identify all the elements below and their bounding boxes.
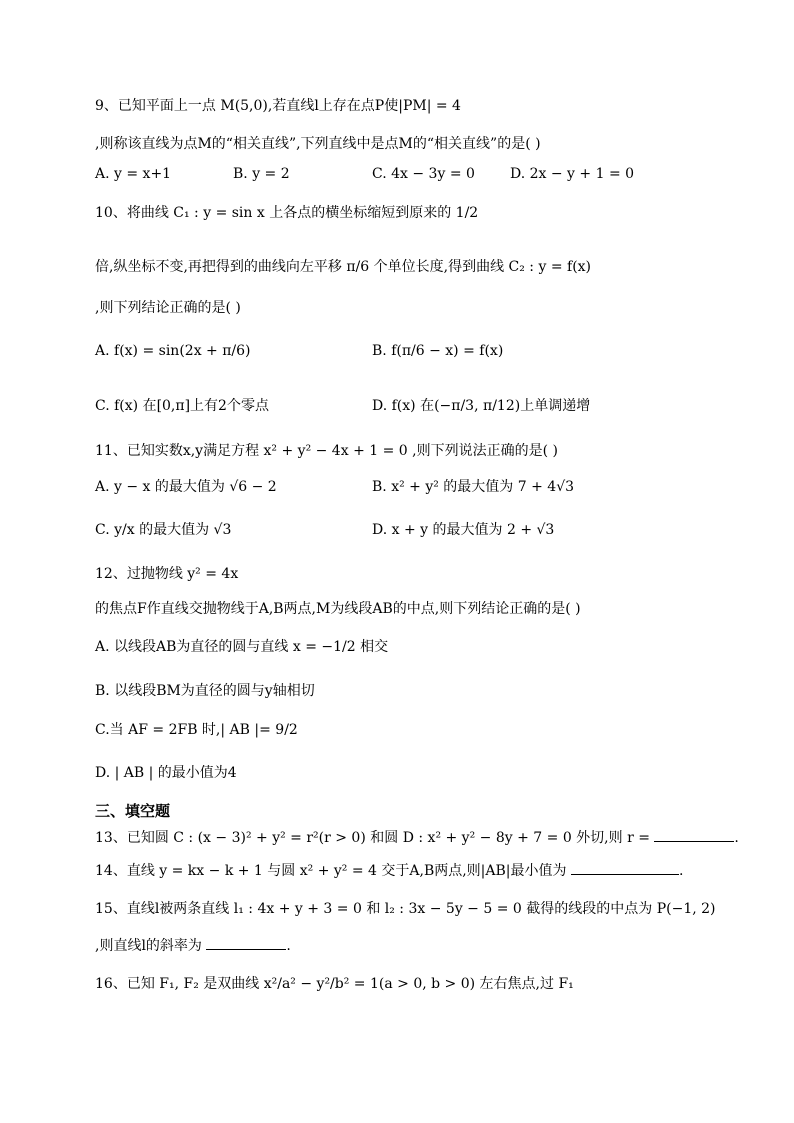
q9-option-b: B. y = 2: [233, 166, 290, 182]
q15-end: .: [286, 938, 291, 954]
q11-option-a: A. y − x 的最大值为 √6 − 2: [95, 479, 277, 495]
q13-end: .: [734, 830, 739, 846]
q10-option-d: D. f(x) 在(−π/3, π/12)上单调递增: [372, 398, 591, 414]
q9-option-a: A. y = x+1: [95, 166, 172, 182]
q10-stem-line2: 倍,纵坐标不变,再把得到的曲线向左平移 π/6 个单位长度,得到曲线 C₂ : y = f(x): [95, 259, 592, 275]
q9-option-d: D. 2x − y + 1 = 0: [510, 166, 635, 182]
q15-stem-line1: 15、直线l被两条直线 l₁ : 4x + y + 3 = 0 和 l₂ : 3x − 5y − 5 = 0 截得的线段的中点为 P(−1, 2): [95, 901, 716, 917]
q12-option-a: A. 以线段AB为直径的圆与直线 x = −1/2 相交: [95, 639, 389, 655]
q10-stem-line1: 10、将曲线 C₁ : y = sin x 上各点的横坐标缩短到原来的 1/2: [95, 205, 479, 221]
q15-answer-blank[interactable]: [206, 935, 286, 950]
q11-option-d: D. x + y 的最大值为 2 + √3: [372, 522, 555, 538]
q14-answer-blank[interactable]: [571, 860, 679, 875]
q14-stem: 14、直线 y = kx − k + 1 与圆 x² + y² = 4 交于A,B两点,则|AB|最小值为: [95, 863, 567, 879]
q13-line: [95, 827, 739, 848]
q10-option-a: A. f(x) = sin(2x + π/6): [95, 343, 251, 359]
q11-option-b: B. x² + y² 的最大值为 7 + 4√3: [372, 479, 575, 495]
q14-end: .: [678, 863, 684, 879]
q15-stem-line2: ,则直线l的斜率为: [95, 938, 202, 954]
q12-option-d: D. | AB | 的最小值为4: [95, 765, 237, 781]
q15-line2: [95, 935, 291, 956]
q9-stem-line1: 9、已知平面上一点 M(5,0),若直线l上存在点P使|PM| = 4: [95, 98, 461, 114]
q10-option-b: B. f(π/6 − x) = f(x): [372, 343, 504, 359]
q11-option-c: C. y/x 的最大值为 √3: [95, 522, 232, 538]
q12-option-b: B. 以线段BM为直径的圆与y轴相切: [95, 683, 315, 699]
q12-stem-line1: 12、过抛物线 y² = 4x: [95, 566, 239, 582]
section-title-fill-blank: 三、填空题: [95, 802, 171, 820]
q12-option-c: C.当 AF = 2FB 时,| AB |= 9/2: [95, 722, 298, 738]
q9-option-c: C. 4x − 3y = 0: [372, 166, 475, 182]
q16-stem: 16、已知 F₁, F₂ 是双曲线 x²/a² − y²/b² = 1(a > 0, b > 0) 左右焦点,过 F₁: [95, 976, 574, 992]
q10-option-c: C. f(x) 在[0,π]上有2个零点: [95, 398, 269, 414]
q13-answer-blank[interactable]: [654, 827, 734, 842]
q14-line: [95, 860, 683, 881]
q11-stem: 11、已知实数x,y满足方程 x² + y² − 4x + 1 = 0 ,则下列说法正确的是( ): [95, 443, 558, 459]
q10-stem-line3: ,则下列结论正确的是( ): [95, 300, 241, 316]
q13-stem: 13、已知圆 C : (x − 3)² + y² = r²(r > 0) 和圆 D : x² + y² − 8y + 7 = 0 外切,则 r =: [95, 830, 650, 846]
q9-stem-line2: ,则称该直线为点M的“相关直线”,下列直线中是点M的“相关直线”的是( ): [95, 136, 541, 152]
q12-stem-line2: 的焦点F作直线交抛物线于A,B两点,M为线段AB的中点,则下列结论正确的是( ): [95, 601, 581, 617]
